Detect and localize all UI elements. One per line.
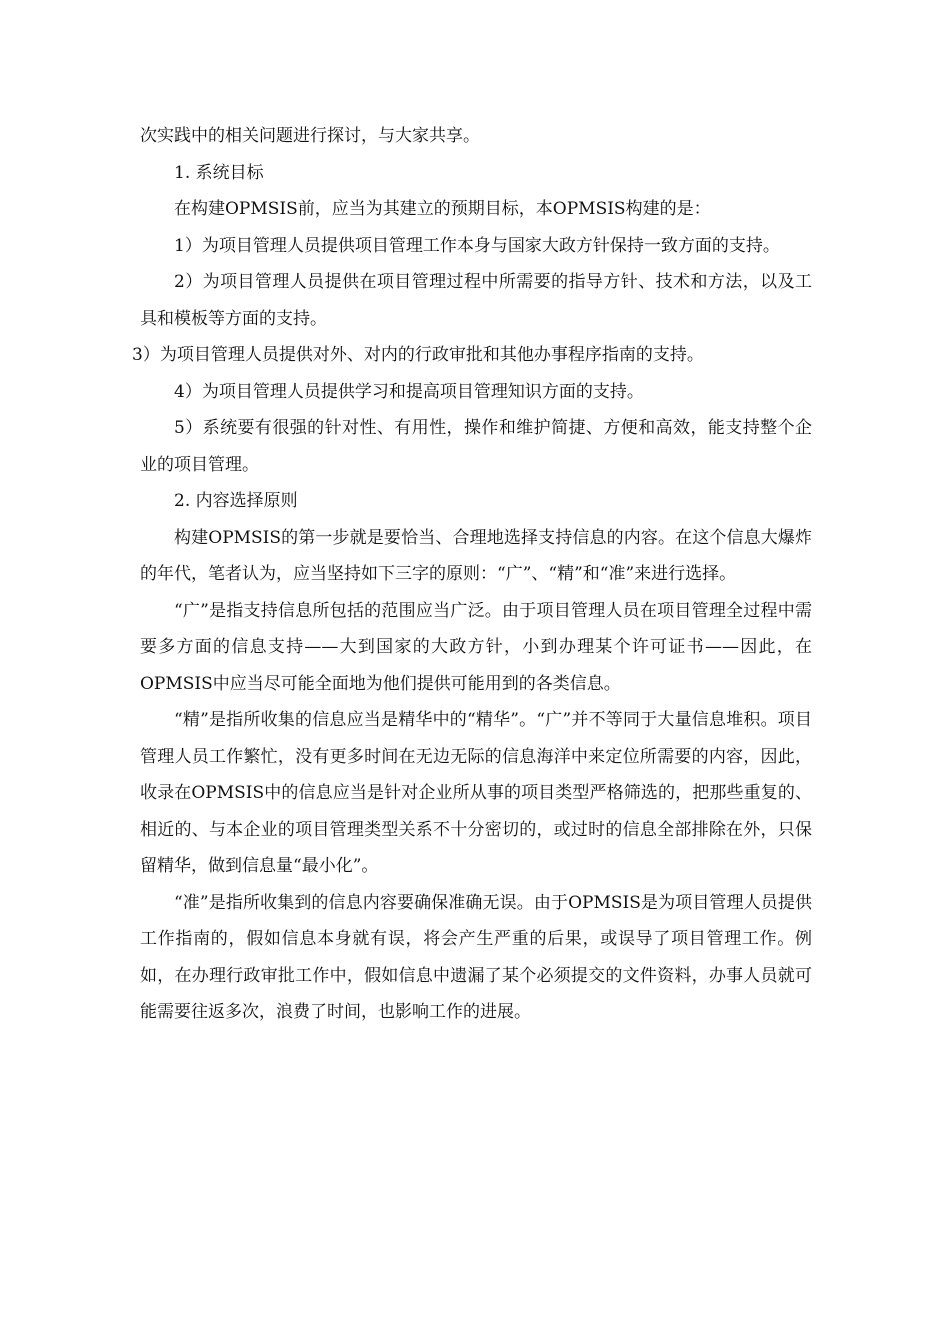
paragraph-goals-intro: 在构建OPMSIS前，应当为其建立的预期目标，本OPMSIS构建的是： xyxy=(174,199,711,219)
goal-item-3: 3）为项目管理人员提供对外、对内的行政审批和其他办事程序指南的支持。 xyxy=(132,345,704,365)
paragraph-principle-accurate: “准”是指所收集到的信息内容要确保准确无误。由于OPMSIS是为项目管理人员提供工作指南的，假如信息本身就有误，将会产生严重的后果，或误导了项目管理工作。例如，在办理行政审批工作中，假如信息中遗漏了某个必须提交的文件资料，办事人员就可能需要往返多次，浪费了时间，也影响工作的进展。 xyxy=(140,892,812,1022)
paragraph-principle-refined: “精”是指所收集的信息应当是精华中的“精华”。“广”并不等同于大量信息堆积。项目管理人员工作繁忙，没有更多时间在无边无际的信息海洋中来定位所需要的内容，因此，收录在OPMSIS中的信息应当是针对企业所从事的项目类型严格筛选的，把那些重复的、相近的、与本企业的项目管理类型关系不十分密切的，或过时的信息全部排除在外，只保留精华，做到信息量“最小化”。 xyxy=(140,710,812,876)
paragraph-principle-broad: “广”是指支持信息所包括的范围应当广泛。由于项目管理人员在项目管理全过程中需要多方面的信息支持——大到国家的大政方针，小到办理某个许可证书——因此，在OPMSIS中应当尽可能全面地为他们提供可能用到的各类信息。 xyxy=(140,600,812,694)
paragraph-continuation: 次实践中的相关问题进行探讨，与大家共享。 xyxy=(140,126,480,146)
paragraph-principles-intro: 构建OPMSIS的第一步就是要恰当、合理地选择支持信息的内容。在这个信息大爆炸的年代，笔者认为，应当坚持如下三字的原则：“广”、“精”和“准”来进行选择。 xyxy=(140,527,812,584)
document-body xyxy=(132,118,812,1031)
section-heading-content-principles: 2. 内容选择原则 xyxy=(174,491,298,511)
section-heading-system-goals: 1. 系统目标 xyxy=(174,162,264,183)
goal-item-2: 2）为项目管理人员提供在项目管理过程中所需要的指导方针、技术和方法，以及工具和模板等方面的支持。 xyxy=(140,272,812,329)
goal-item-4: 4）为项目管理人员提供学习和提高项目管理知识方面的支持。 xyxy=(174,381,644,402)
goal-item-5: 5）系统要有很强的针对性、有用性，操作和维护简捷、方便和高效，能支持整个企业的项目管理。 xyxy=(140,418,812,475)
goal-item-1: 1）为项目管理人员提供项目管理工作本身与国家大政方针保持一致方面的支持。 xyxy=(174,235,780,256)
